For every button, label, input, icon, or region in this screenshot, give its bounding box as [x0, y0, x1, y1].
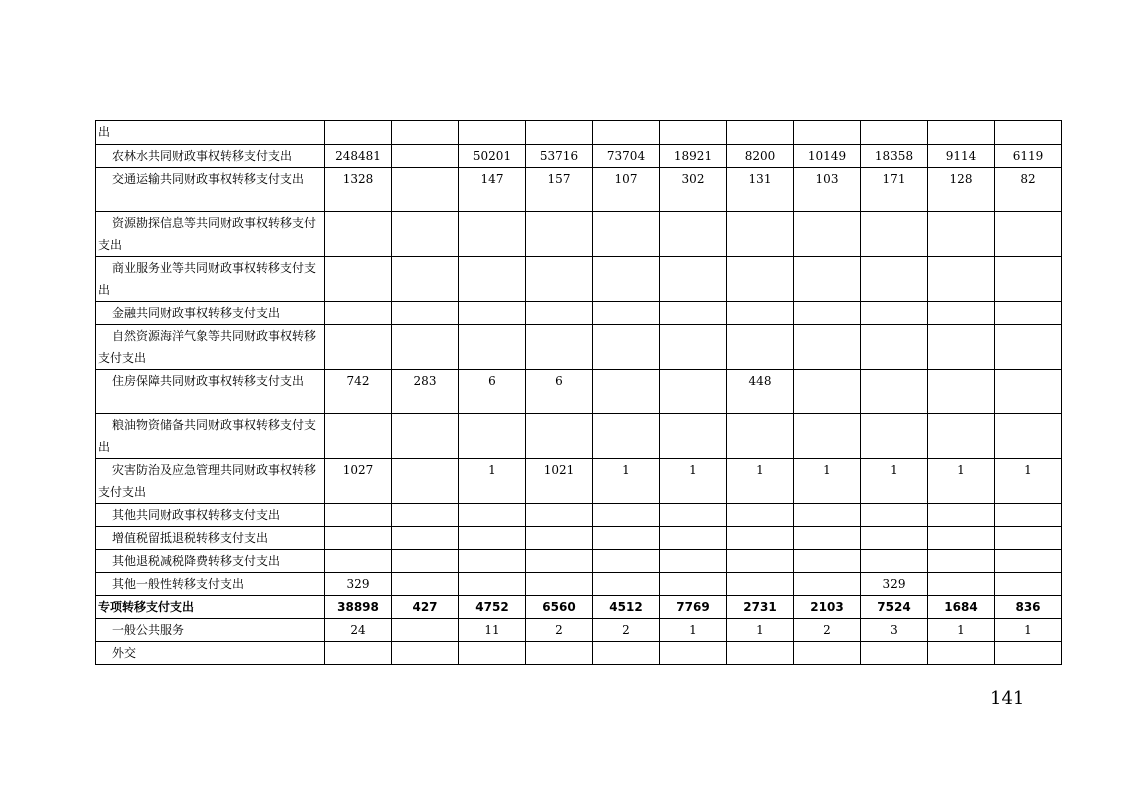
value-cell [928, 121, 995, 145]
row-label-text: 住房保障共同财政事权转移支付支出 [112, 374, 305, 388]
table-row [96, 325, 1062, 370]
value-cell: 50201 [459, 145, 526, 168]
value-cell [794, 302, 861, 325]
value-cell [526, 527, 593, 550]
value-cell [459, 212, 526, 257]
value-cell: 1 [861, 459, 928, 504]
value-cell [995, 370, 1062, 414]
row-label [96, 459, 325, 504]
value-cell [392, 642, 459, 665]
value-cell [392, 302, 459, 325]
value-cell [459, 121, 526, 145]
table-row [96, 504, 1062, 527]
value-cell [995, 642, 1062, 665]
value-cell [392, 550, 459, 573]
value-cell [794, 573, 861, 596]
value-cell [928, 370, 995, 414]
value-cell [325, 550, 392, 573]
value-cell: 2 [794, 619, 861, 642]
value-cell [392, 459, 459, 504]
value-cell [660, 550, 727, 573]
value-cell [593, 550, 660, 573]
value-cell [928, 325, 995, 370]
value-cell: 11 [459, 619, 526, 642]
value-cell [995, 257, 1062, 302]
value-cell [325, 302, 392, 325]
value-cell [526, 257, 593, 302]
value-cell [392, 414, 459, 459]
value-cell: 73704 [593, 145, 660, 168]
value-cell: 9114 [928, 145, 995, 168]
value-cell [660, 370, 727, 414]
value-cell: 302 [660, 168, 727, 212]
page-number: 141 [990, 688, 1025, 709]
value-cell [861, 414, 928, 459]
value-cell [660, 325, 727, 370]
value-cell: 742 [325, 370, 392, 414]
budget-table [95, 120, 1062, 665]
row-label-text: 资源勘探信息等共同财政事权转移支付支出 [98, 216, 317, 252]
value-cell [660, 504, 727, 527]
row-label-text: 其他共同财政事权转移支付支出 [112, 508, 281, 522]
value-cell [928, 527, 995, 550]
table-row [96, 212, 1062, 257]
row-label-text: 金融共同财政事权转移支付支出 [112, 306, 281, 320]
value-cell: 1 [660, 459, 727, 504]
value-cell [794, 642, 861, 665]
value-cell [325, 257, 392, 302]
value-cell [660, 573, 727, 596]
value-cell [794, 121, 861, 145]
row-label [96, 212, 325, 257]
value-cell: 131 [727, 168, 794, 212]
value-cell [459, 550, 526, 573]
value-cell: 1684 [928, 596, 995, 619]
value-cell: 1 [995, 459, 1062, 504]
value-cell [392, 257, 459, 302]
row-label-text: 其他一般性转移支付支出 [112, 577, 245, 591]
table-row [96, 370, 1062, 414]
value-cell [727, 527, 794, 550]
value-cell: 171 [861, 168, 928, 212]
value-cell [392, 168, 459, 212]
table-row [96, 145, 1062, 168]
table-row [96, 121, 1062, 145]
value-cell [727, 325, 794, 370]
row-label [96, 168, 325, 212]
value-cell [995, 550, 1062, 573]
value-cell: 38898 [325, 596, 392, 619]
value-cell: 448 [727, 370, 794, 414]
value-cell [593, 302, 660, 325]
value-cell [526, 504, 593, 527]
value-cell [928, 504, 995, 527]
value-cell [325, 414, 392, 459]
value-cell: 147 [459, 168, 526, 212]
value-cell [526, 550, 593, 573]
row-label [96, 550, 325, 573]
value-cell [995, 527, 1062, 550]
value-cell [593, 325, 660, 370]
table-row [96, 257, 1062, 302]
value-cell: 157 [526, 168, 593, 212]
value-cell: 24 [325, 619, 392, 642]
value-cell [325, 527, 392, 550]
value-cell: 6 [526, 370, 593, 414]
value-cell: 329 [325, 573, 392, 596]
row-label [96, 504, 325, 527]
table-row [96, 642, 1062, 665]
value-cell [593, 257, 660, 302]
row-label [96, 573, 325, 596]
value-cell [861, 370, 928, 414]
value-cell: 4512 [593, 596, 660, 619]
value-cell [593, 121, 660, 145]
table-row [96, 527, 1062, 550]
value-cell [928, 414, 995, 459]
value-cell: 1 [928, 459, 995, 504]
value-cell [928, 573, 995, 596]
value-cell [660, 257, 727, 302]
table-row [96, 459, 1062, 504]
value-cell: 107 [593, 168, 660, 212]
row-label [96, 257, 325, 302]
row-label-text: 其他退税减税降费转移支付支出 [112, 554, 281, 568]
value-cell: 1328 [325, 168, 392, 212]
value-cell [593, 573, 660, 596]
value-cell: 6119 [995, 145, 1062, 168]
value-cell [526, 573, 593, 596]
value-cell: 103 [794, 168, 861, 212]
value-cell: 4752 [459, 596, 526, 619]
row-label [96, 619, 325, 642]
value-cell [593, 642, 660, 665]
value-cell: 283 [392, 370, 459, 414]
value-cell [727, 504, 794, 527]
value-cell: 6560 [526, 596, 593, 619]
value-cell [660, 212, 727, 257]
table-row [96, 168, 1062, 212]
table-row [96, 550, 1062, 573]
value-cell [995, 212, 1062, 257]
value-cell [459, 642, 526, 665]
row-label [96, 370, 325, 414]
value-cell [325, 212, 392, 257]
value-cell [593, 370, 660, 414]
value-cell: 1021 [526, 459, 593, 504]
value-cell: 1 [995, 619, 1062, 642]
value-cell: 18358 [861, 145, 928, 168]
value-cell [995, 325, 1062, 370]
value-cell [660, 414, 727, 459]
value-cell [861, 550, 928, 573]
value-cell [928, 302, 995, 325]
value-cell [459, 573, 526, 596]
value-cell [392, 145, 459, 168]
value-cell [794, 325, 861, 370]
row-label-text: 商业服务业等共同财政事权转移支付支出 [98, 261, 317, 297]
value-cell: 2731 [727, 596, 794, 619]
table-body [96, 121, 1062, 665]
value-cell [660, 121, 727, 145]
value-cell [928, 550, 995, 573]
value-cell [995, 121, 1062, 145]
value-cell: 1 [727, 459, 794, 504]
value-cell: 128 [928, 168, 995, 212]
value-cell [325, 325, 392, 370]
value-cell [727, 414, 794, 459]
value-cell [995, 504, 1062, 527]
table-row [96, 596, 1062, 619]
value-cell [995, 302, 1062, 325]
value-cell [526, 642, 593, 665]
value-cell [794, 212, 861, 257]
value-cell [794, 370, 861, 414]
table-row [96, 414, 1062, 459]
value-cell [794, 504, 861, 527]
value-cell: 1 [459, 459, 526, 504]
value-cell [861, 212, 928, 257]
value-cell [459, 325, 526, 370]
value-cell: 1 [928, 619, 995, 642]
row-label-text: 粮油物资储备共同财政事权转移支付支出 [98, 418, 317, 454]
value-cell: 6 [459, 370, 526, 414]
value-cell [325, 121, 392, 145]
value-cell: 427 [392, 596, 459, 619]
value-cell [660, 527, 727, 550]
value-cell [392, 527, 459, 550]
value-cell [727, 642, 794, 665]
value-cell: 18921 [660, 145, 727, 168]
value-cell: 836 [995, 596, 1062, 619]
value-cell [727, 550, 794, 573]
value-cell [727, 121, 794, 145]
value-cell [593, 527, 660, 550]
value-cell [660, 642, 727, 665]
value-cell [928, 642, 995, 665]
value-cell [392, 619, 459, 642]
value-cell [861, 257, 928, 302]
value-cell [861, 527, 928, 550]
value-cell: 1 [593, 459, 660, 504]
value-cell [593, 414, 660, 459]
value-cell [861, 642, 928, 665]
row-label [96, 414, 325, 459]
value-cell: 10149 [794, 145, 861, 168]
value-cell [392, 212, 459, 257]
value-cell [392, 573, 459, 596]
row-label-text: 外交 [112, 646, 137, 660]
row-label [96, 302, 325, 325]
value-cell [727, 212, 794, 257]
row-label [96, 325, 325, 370]
value-cell [526, 212, 593, 257]
value-cell: 1 [794, 459, 861, 504]
value-cell [928, 257, 995, 302]
table-row [96, 619, 1062, 642]
row-label-text: 交通运输共同财政事权转移支付支出 [112, 172, 305, 186]
value-cell [526, 325, 593, 370]
row-label-text: 灾害防治及应急管理共同财政事权转移支付支出 [98, 463, 317, 499]
row-label-text: 专项转移支付支出 [98, 600, 195, 614]
value-cell [459, 527, 526, 550]
value-cell [995, 414, 1062, 459]
value-cell: 7524 [861, 596, 928, 619]
value-cell [593, 504, 660, 527]
value-cell: 2 [526, 619, 593, 642]
value-cell [593, 212, 660, 257]
value-cell [861, 121, 928, 145]
value-cell: 7769 [660, 596, 727, 619]
table-row [96, 573, 1062, 596]
row-label [96, 527, 325, 550]
row-label [96, 121, 325, 145]
value-cell [660, 302, 727, 325]
value-cell [794, 527, 861, 550]
value-cell [459, 302, 526, 325]
table-row [96, 302, 1062, 325]
value-cell [325, 504, 392, 527]
value-cell [727, 573, 794, 596]
value-cell [794, 414, 861, 459]
value-cell [727, 257, 794, 302]
value-cell [794, 550, 861, 573]
row-label [96, 145, 325, 168]
value-cell: 1 [660, 619, 727, 642]
value-cell [325, 642, 392, 665]
value-cell: 53716 [526, 145, 593, 168]
value-cell: 82 [995, 168, 1062, 212]
value-cell [995, 573, 1062, 596]
value-cell [526, 414, 593, 459]
row-label-text: 农林水共同财政事权转移支付支出 [112, 149, 293, 163]
value-cell: 329 [861, 573, 928, 596]
row-label [96, 596, 325, 619]
value-cell [526, 302, 593, 325]
value-cell: 2 [593, 619, 660, 642]
row-label [96, 642, 325, 665]
value-cell: 1 [727, 619, 794, 642]
value-cell: 8200 [727, 145, 794, 168]
value-cell [861, 504, 928, 527]
value-cell: 1027 [325, 459, 392, 504]
value-cell [794, 257, 861, 302]
value-cell: 2103 [794, 596, 861, 619]
value-cell [727, 302, 794, 325]
value-cell [392, 121, 459, 145]
row-label-text: 出 [98, 125, 111, 139]
row-label-text: 自然资源海洋气象等共同财政事权转移支付支出 [98, 329, 317, 365]
value-cell [861, 302, 928, 325]
row-label-text: 一般公共服务 [112, 623, 185, 637]
value-cell [861, 325, 928, 370]
value-cell [459, 257, 526, 302]
value-cell [459, 504, 526, 527]
value-cell [392, 325, 459, 370]
value-cell [392, 504, 459, 527]
value-cell: 3 [861, 619, 928, 642]
value-cell [459, 414, 526, 459]
value-cell: 248481 [325, 145, 392, 168]
value-cell [526, 121, 593, 145]
value-cell [928, 212, 995, 257]
row-label-text: 增值税留抵退税转移支付支出 [112, 531, 269, 545]
